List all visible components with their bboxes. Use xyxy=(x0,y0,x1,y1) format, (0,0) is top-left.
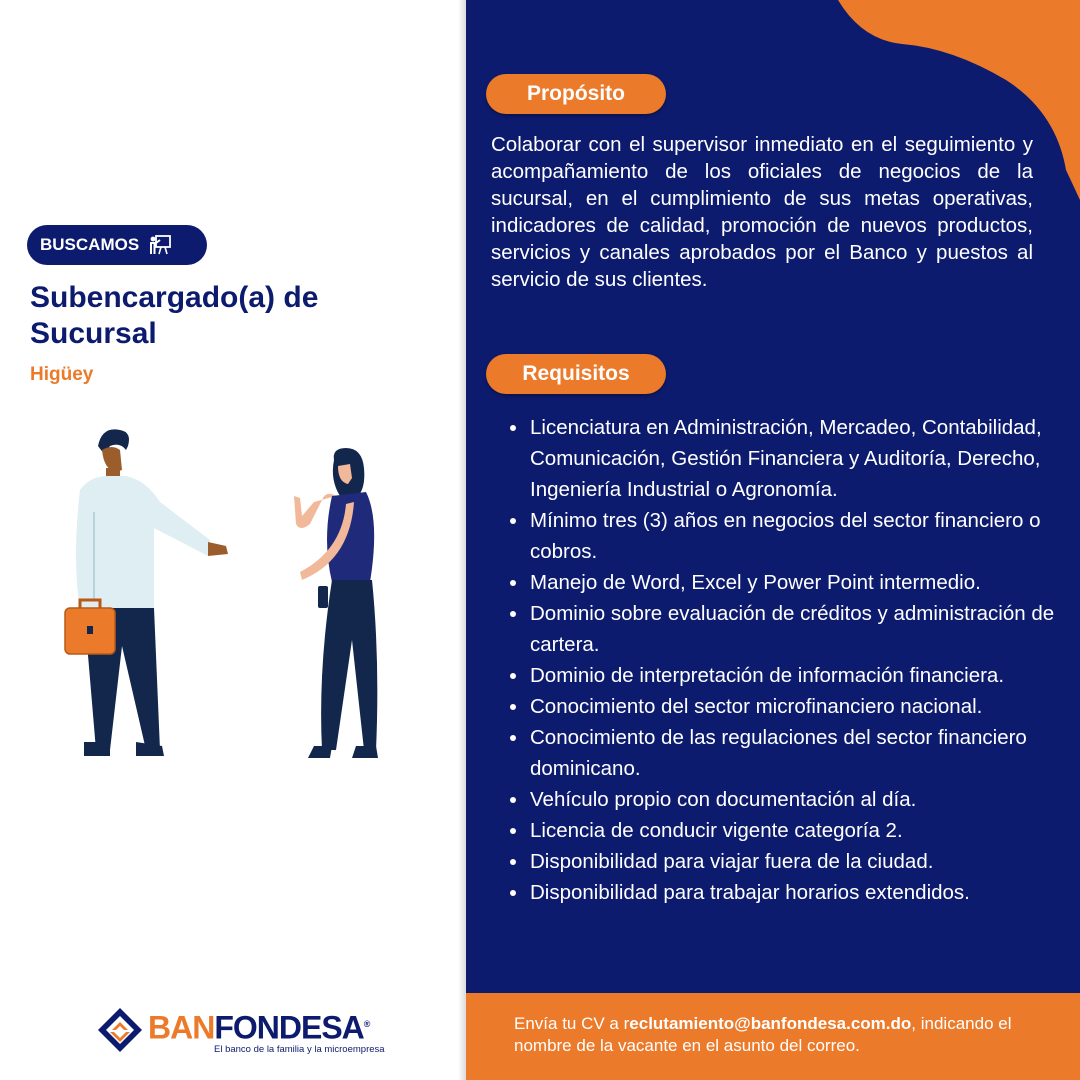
logo-tagline: El banco de la familia y la microempresa xyxy=(214,1044,385,1055)
buscamos-label: BUSCAMOS xyxy=(40,235,140,254)
man-figure xyxy=(65,429,228,756)
requirement-item: • Conocimiento de las regulaciones del sector financiero dominicano. xyxy=(529,722,1069,784)
job-location: Higüey xyxy=(30,364,94,385)
requirements-list xyxy=(505,412,1069,908)
requirement-item: • Disponibilidad para viajar fuera de la ciudad. xyxy=(529,846,1069,877)
illustration-people xyxy=(50,420,390,765)
requirement-item: • Disponibilidad para trabajar horarios extendidos. xyxy=(529,877,1069,908)
left-panel xyxy=(0,0,466,1080)
footer-suffix: , indicando el nombre de la vacante en el asunto del correo. xyxy=(514,1014,1012,1055)
purpose-text: Colaborar con el supervisor inmediato en el seguimiento y acompañamiento de los oficiales de negocios de la sucursal, en el cumplimiento de sus metas operativas, indicadores de calidad, promoción de nuevos productos, servicios y canales aprobados por el Banco y puestos al servicio de sus clientes. xyxy=(491,133,1033,291)
purpose-pill: Propósito xyxy=(486,74,666,114)
logo-trademark: ® xyxy=(363,1019,370,1029)
logo-name-part1: BAN xyxy=(148,1009,215,1046)
requirement-item: • Licencia de conducir vigente categoría 2. xyxy=(529,815,1069,846)
requirement-item: • Licenciatura en Administración, Mercadeo, Contabilidad, Comunicación, Gestión Financiera y Auditoría, Derecho, Ingeniería Industrial o Agronomía. xyxy=(529,412,1069,505)
job-title: Subencargado(a) de Sucursal xyxy=(30,281,319,350)
logo-name-part2: FONDESA xyxy=(214,1009,364,1046)
footer-prefix: Envía tu CV a r xyxy=(514,1014,630,1033)
requirement-item: • Vehículo propio con documentación al día. xyxy=(529,784,1069,815)
requirement-item: • Dominio sobre evaluación de créditos y administración de cartera. xyxy=(529,598,1069,660)
footer-email[interactable]: eclutamiento@banfondesa.com.do xyxy=(629,1014,912,1033)
requirements-pill: Requisitos xyxy=(486,354,666,394)
woman-figure xyxy=(294,448,378,758)
banfondesa-logo xyxy=(96,1004,386,1064)
footer-text xyxy=(514,1013,1054,1057)
requirement-item: • Dominio de interpretación de información financiera. xyxy=(529,660,1069,691)
requirement-item: • Conocimiento del sector microfinanciero nacional. xyxy=(529,691,1069,722)
logo-wordmark xyxy=(148,1006,369,1046)
requirement-item: • Mínimo tres (3) años en negocios del sector financiero o cobros. xyxy=(529,505,1069,567)
requirement-item: • Manejo de Word, Excel y Power Point intermedio. xyxy=(529,567,1069,598)
banfondesa-logo-mark xyxy=(96,1006,144,1054)
buscamos-badge xyxy=(27,225,207,265)
presenter-icon xyxy=(149,235,171,255)
